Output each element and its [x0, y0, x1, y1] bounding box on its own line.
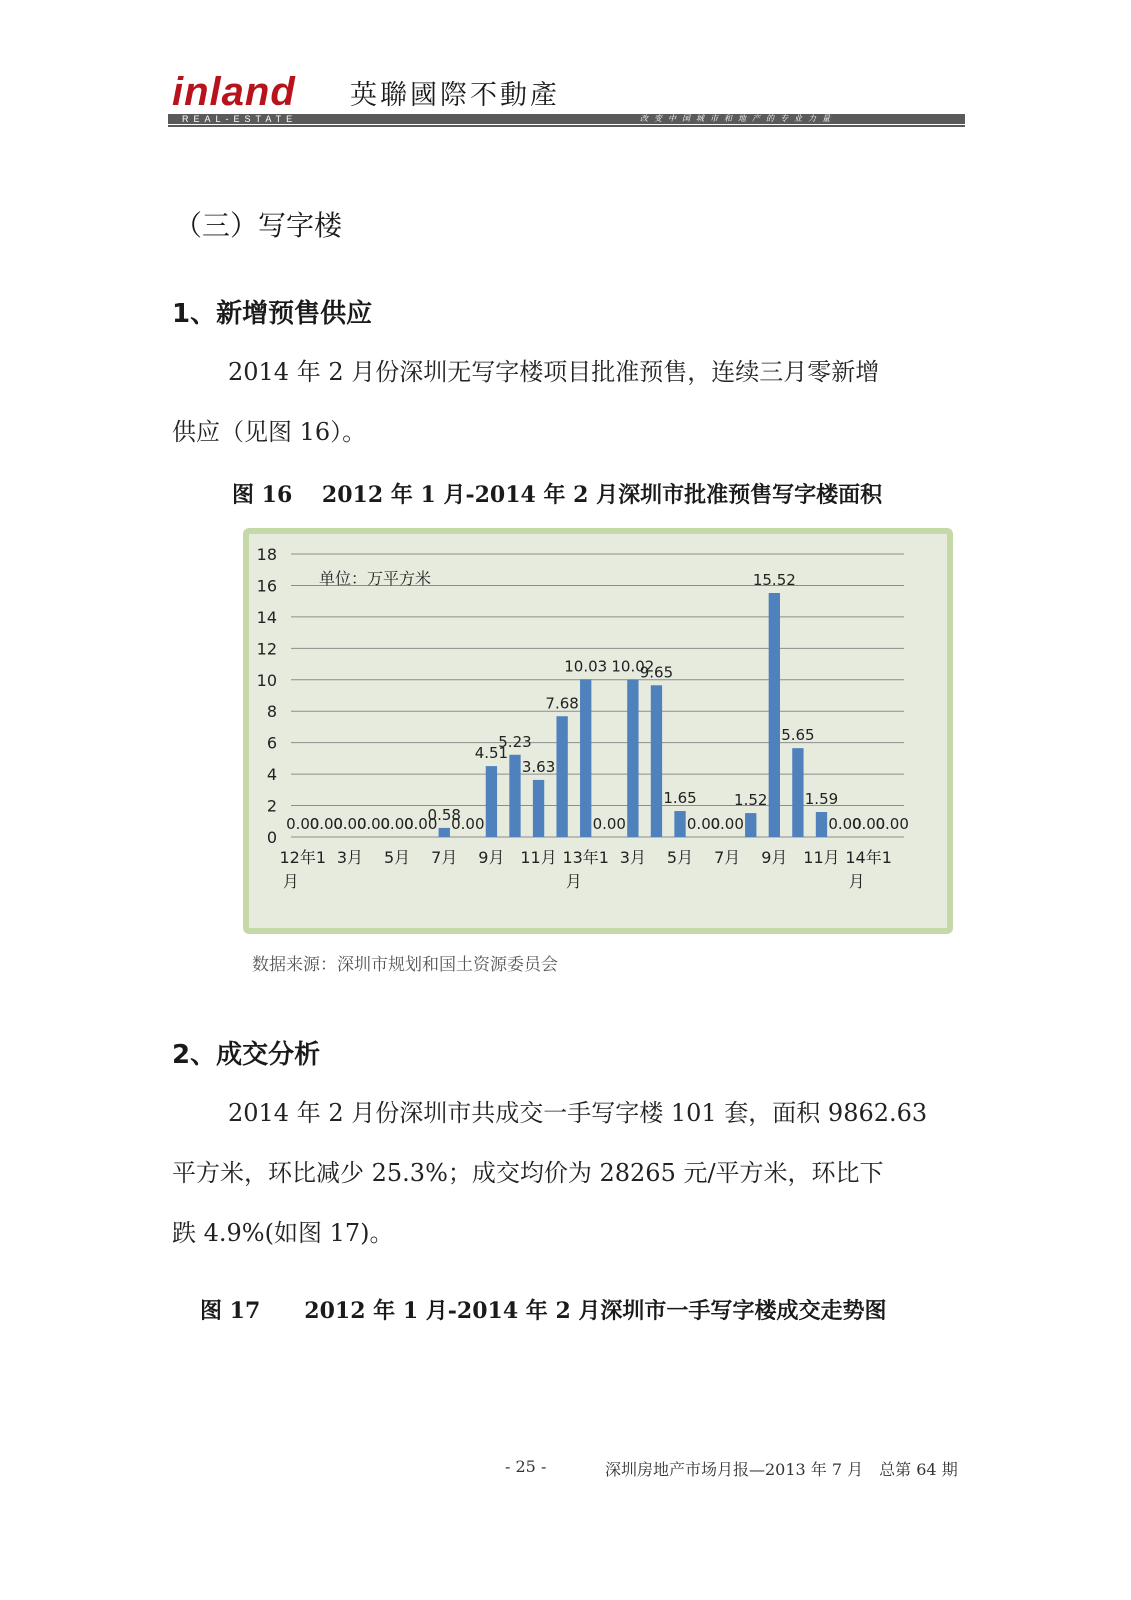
- x-tick-label: 5月: [666, 848, 694, 867]
- data-label: 0.00: [403, 815, 438, 833]
- data-label: 10.03: [564, 657, 608, 676]
- y-tick-label: 16: [256, 576, 277, 596]
- y-tick-label: 10: [256, 670, 277, 690]
- supply-paragraph-line1: 2014 年 2 月份深圳无写字楼项目批准预售，连续三月零新增: [228, 358, 880, 386]
- x-tick-label: 9月: [478, 848, 505, 867]
- x-tick-label: 9月: [761, 848, 788, 867]
- y-tick-label: 2: [266, 796, 277, 816]
- bar: [509, 755, 520, 837]
- data-labels: [286, 571, 909, 833]
- y-tick-label: 14: [256, 607, 277, 627]
- y-tick-label: 12: [256, 639, 277, 659]
- x-tick-label: 14年1: [845, 848, 892, 867]
- x-tick-label: 13年1: [562, 848, 609, 867]
- page-number: - 25 -: [505, 1457, 547, 1476]
- bars: [439, 593, 828, 837]
- y-tick-label: 8: [266, 702, 277, 722]
- x-tick-label: 5月: [384, 848, 411, 867]
- data-label: 10.02: [611, 657, 655, 676]
- header-rule: [168, 125, 965, 127]
- bar: [769, 593, 780, 837]
- data-label: 9.65: [639, 663, 674, 682]
- bar: [486, 766, 497, 837]
- data-label: 0.00: [828, 815, 862, 833]
- x-tick-label-line2: 月: [565, 872, 582, 891]
- x-tick-label: 7月: [714, 848, 741, 867]
- bar: [627, 679, 638, 837]
- transactions-paragraph-line2: 平方米，环比减少 25.3%；成交均价为 28265 元/平方米，环比下: [172, 1159, 884, 1187]
- data-label: 0.00: [875, 815, 909, 833]
- transactions-paragraph-line1: 2014 年 2 月份深圳市共成交一手写字楼 101 套，面积 9862.63: [228, 1099, 928, 1127]
- data-label: 1.65: [663, 789, 697, 808]
- data-label: 0.00: [309, 815, 344, 833]
- y-tick-label: 18: [256, 545, 277, 564]
- data-label: 0.00: [710, 815, 744, 833]
- subsection-heading-supply: 1、新增预售供应: [172, 299, 373, 329]
- bar: [439, 828, 450, 837]
- data-label: 1.59: [804, 790, 839, 809]
- x-tick-label: 12年1: [279, 848, 327, 867]
- x-tick-label: 7月: [431, 848, 458, 867]
- x-tick-label: 11月: [803, 848, 840, 867]
- x-tick-label: 11月: [520, 848, 557, 867]
- x-axis-ticks: [280, 848, 892, 891]
- data-label: 0.00: [356, 815, 391, 833]
- x-tick-label-line2: 月: [282, 872, 299, 891]
- x-tick-label: 3月: [619, 848, 646, 867]
- x-tick-label: 3月: [336, 848, 364, 867]
- data-label: 15.52: [752, 570, 796, 589]
- data-label: 3.63: [521, 757, 556, 776]
- bar: [792, 748, 803, 837]
- bar: [556, 716, 567, 837]
- bar: [533, 780, 544, 837]
- company-name: 英聯國際不動產: [350, 80, 560, 111]
- data-label: 0.00: [451, 815, 485, 833]
- y-tick-label: 4: [266, 765, 277, 785]
- bar: [674, 811, 685, 837]
- section-title: （三）写字楼: [174, 209, 343, 242]
- y-tick-label: 0: [266, 828, 277, 847]
- bar: [745, 813, 756, 837]
- data-label: 0.00: [686, 815, 721, 833]
- data-label: 0.00: [592, 815, 626, 833]
- data-label: 0.00: [851, 815, 886, 833]
- footer-title: 深圳房地产市场月报—2013 年 7 月 总第 64 期: [605, 1460, 958, 1479]
- figure-17-caption: 图 17 2012 年 1 月-2014 年 2 月深圳市一手写字楼成交走势图: [200, 1298, 887, 1324]
- data-label: 5.65: [781, 726, 815, 745]
- data-label: 0.00: [333, 815, 367, 833]
- data-source: 数据来源：深圳市规划和国土资源委员会: [252, 955, 558, 975]
- y-axis-ticks: [257, 545, 277, 847]
- transactions-paragraph-line3: 跌 4.9%(如图 17)。: [172, 1219, 394, 1247]
- data-label: 7.68: [545, 694, 579, 713]
- data-label: 0.58: [427, 805, 461, 824]
- data-label: 0.00: [380, 815, 414, 833]
- data-label: 0.00: [286, 815, 320, 833]
- data-label: 4.51: [474, 744, 509, 763]
- logo: inland: [172, 70, 296, 114]
- bar: [816, 812, 827, 837]
- bar: [580, 679, 591, 837]
- x-tick-label-line2: 月: [848, 872, 865, 891]
- bar-chart: [249, 534, 947, 928]
- subsection-heading-transactions: 2、成交分析: [172, 1040, 321, 1070]
- supply-paragraph-line2: 供应（见图 16）。: [172, 418, 367, 446]
- data-label: 1.52: [734, 791, 768, 810]
- figure-16-caption: 图 16 2012 年 1 月-2014 年 2 月深圳市批准预售写字楼面积: [232, 482, 883, 508]
- chart-frame: [243, 528, 953, 934]
- logo-subtitle: REAL-ESTATE: [182, 114, 298, 124]
- header-slogan: 改变中国城市和地产的专业力量: [640, 114, 836, 123]
- bar: [651, 685, 662, 837]
- y-tick-label: 6: [266, 733, 277, 753]
- unit-note: 单位：万平方米: [319, 569, 432, 588]
- data-label: 5.23: [498, 732, 532, 751]
